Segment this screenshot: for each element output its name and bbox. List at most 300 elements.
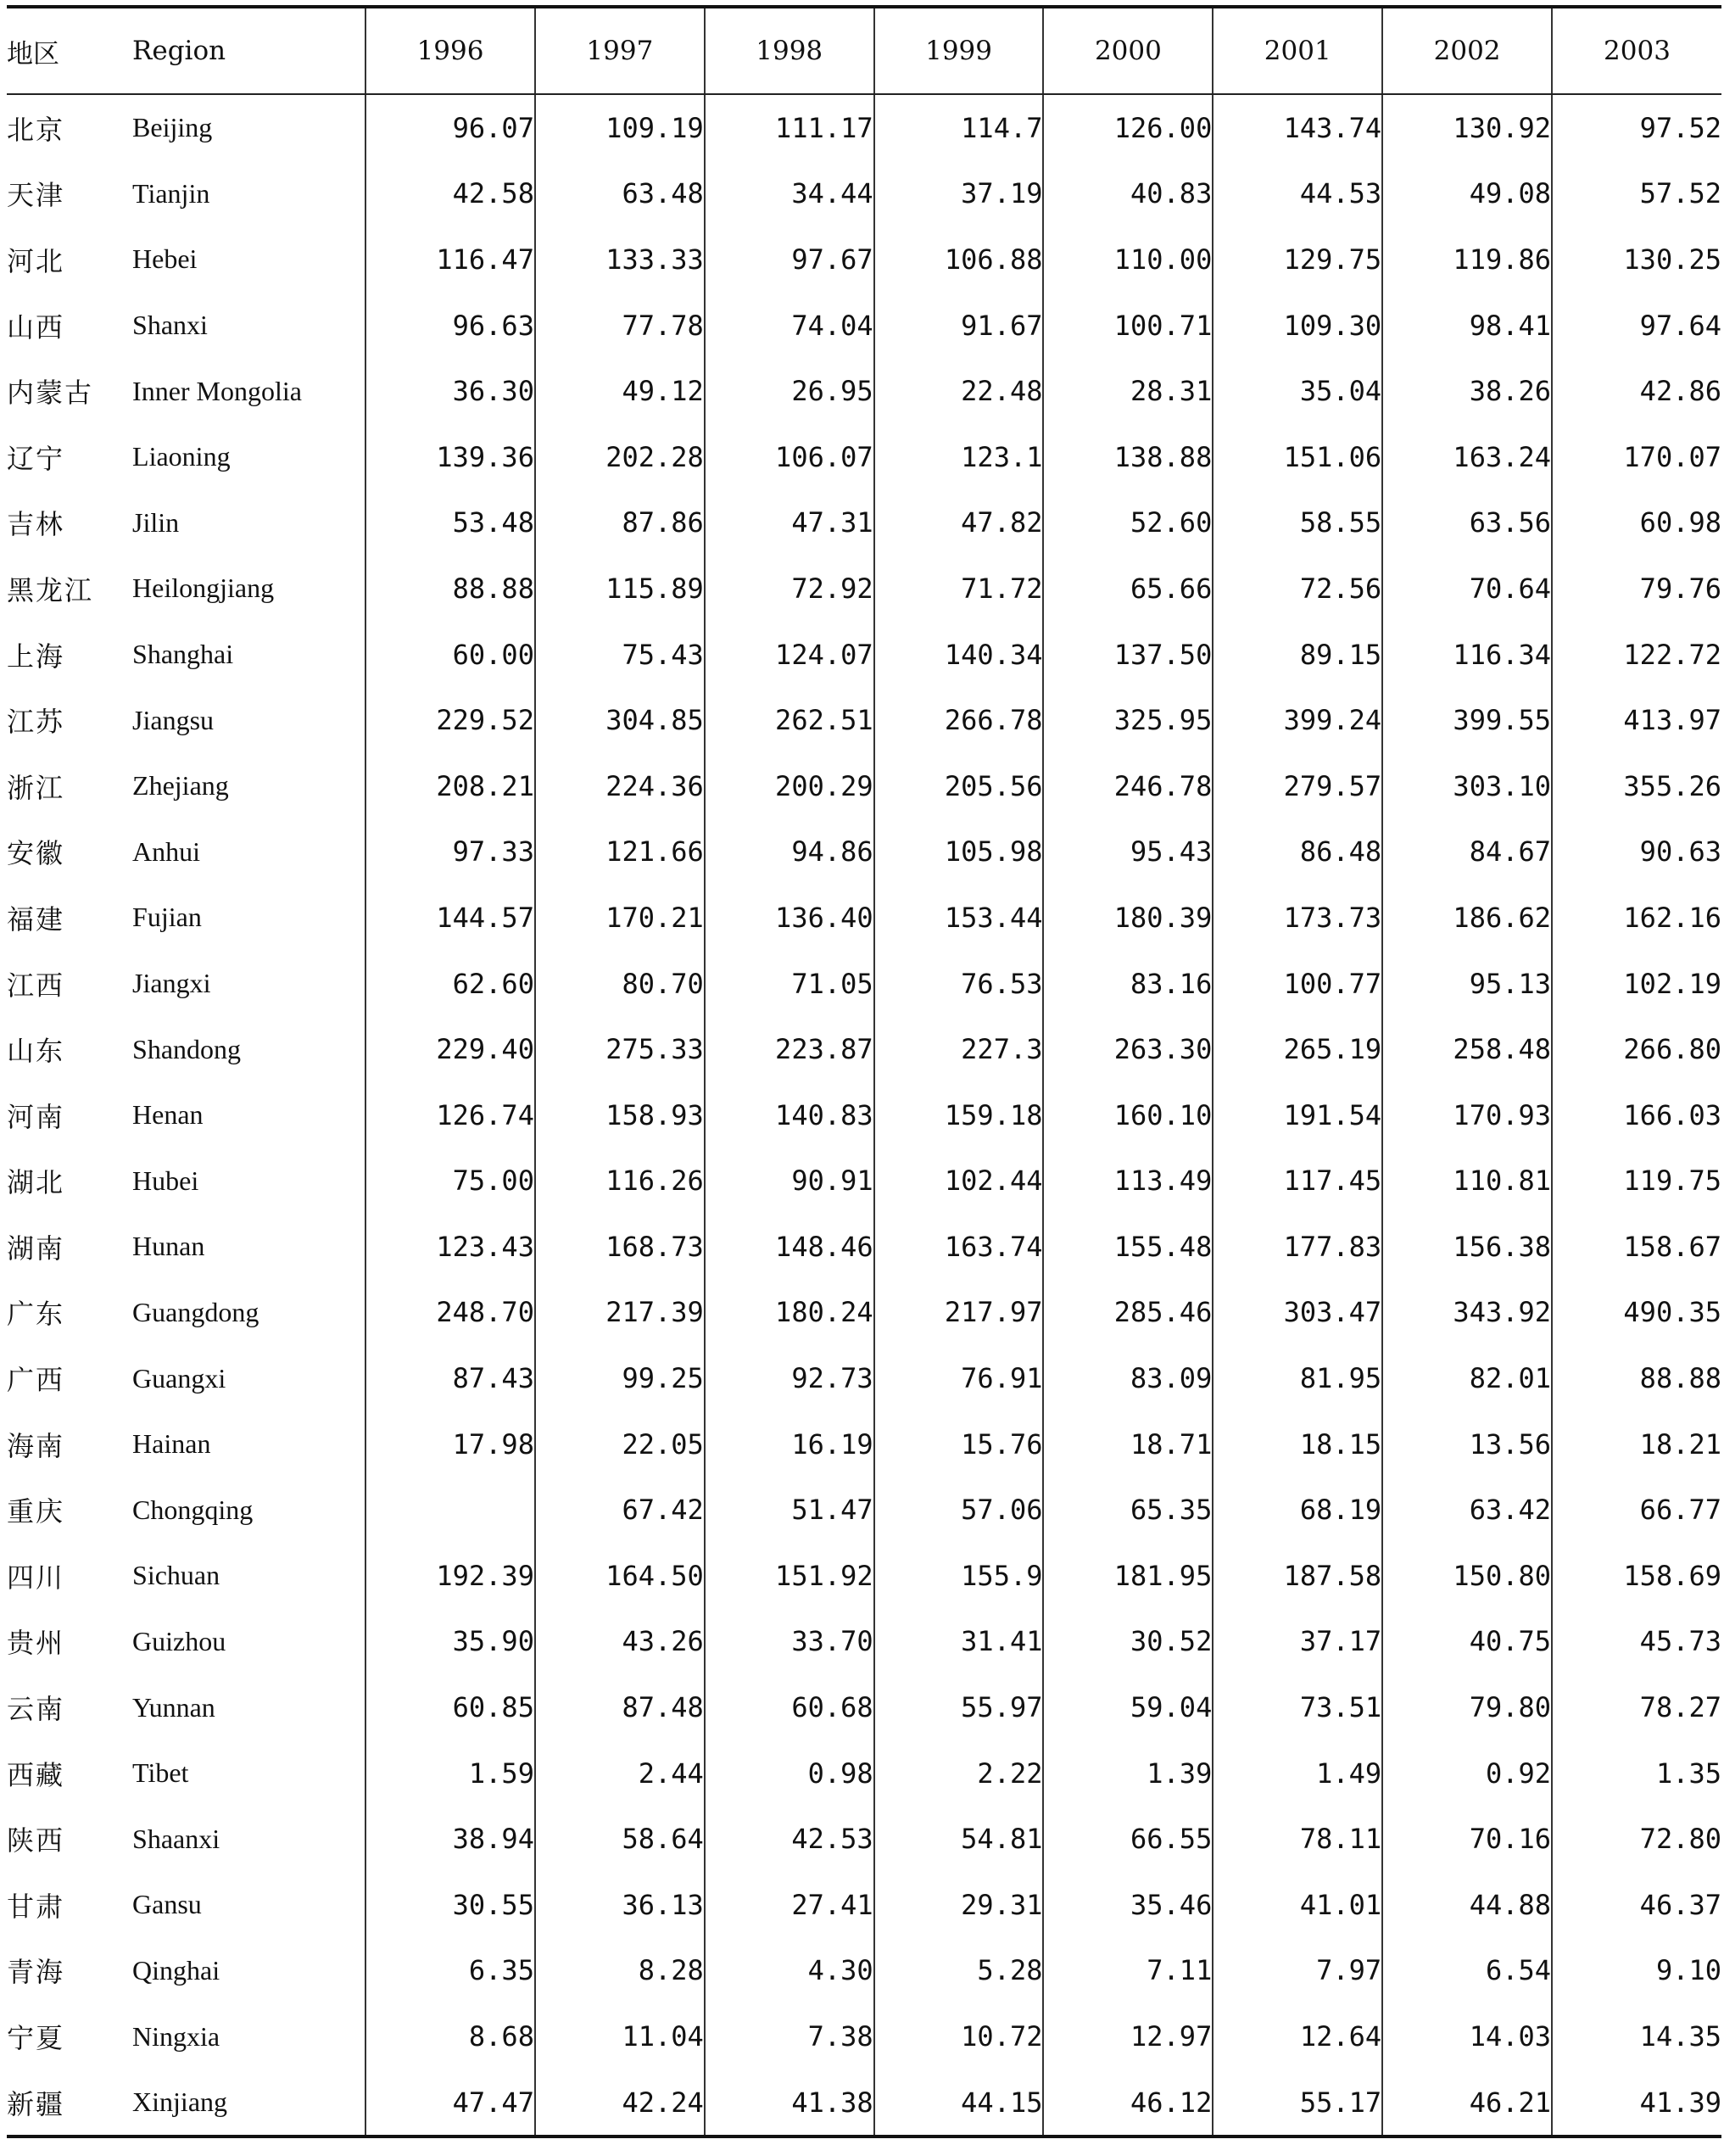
region-name-zh: 吉林 — [7, 508, 65, 541]
region-name-zh: 广东 — [7, 1298, 65, 1331]
value-cell: 158.69 — [1552, 1543, 1721, 1609]
value-cell: 126.74 — [365, 1082, 535, 1148]
value-cell: 163.74 — [874, 1214, 1044, 1280]
value-cell: 155.9 — [874, 1543, 1044, 1609]
regional-statistics-table — [7, 5, 1721, 2138]
value-cell: 55.97 — [874, 1674, 1044, 1740]
value-cell: 117.45 — [1213, 1148, 1382, 1215]
value-cell: 116.47 — [365, 226, 535, 293]
value-cell: 12.97 — [1043, 2003, 1213, 2069]
value-cell: 80.70 — [535, 951, 705, 1017]
value-cell: 42.24 — [535, 2069, 705, 2137]
value-cell: 43.26 — [535, 1609, 705, 1675]
region-name-en: Shaanxi — [132, 1806, 365, 1872]
value-cell: 399.24 — [1213, 687, 1382, 753]
value-cell: 42.58 — [365, 161, 535, 227]
value-cell: 35.90 — [365, 1609, 535, 1675]
value-cell: 46.37 — [1552, 1872, 1721, 1938]
region-name-zh: 福建 — [7, 902, 65, 936]
year-header: 2000 — [1043, 7, 1213, 94]
value-cell: 223.87 — [705, 1016, 874, 1082]
region-name-zh: 河北 — [7, 244, 65, 277]
value-cell: 325.95 — [1043, 687, 1213, 753]
value-cell: 29.31 — [874, 1872, 1044, 1938]
value-cell: 217.97 — [874, 1280, 1044, 1346]
value-cell: 90.63 — [1552, 819, 1721, 885]
table-row — [7, 1411, 1721, 1477]
value-cell: 28.31 — [1043, 358, 1213, 424]
table-row — [7, 226, 1721, 293]
value-cell: 47.31 — [705, 490, 874, 556]
value-cell: 83.09 — [1043, 1345, 1213, 1411]
value-cell: 96.63 — [365, 293, 535, 359]
region-name-en: Hebei — [132, 226, 365, 293]
region-name-zh: 辽宁 — [7, 442, 65, 475]
value-cell: 30.55 — [365, 1872, 535, 1938]
region-en-header: Region — [132, 7, 365, 94]
value-cell: 121.66 — [535, 819, 705, 885]
value-cell: 37.19 — [874, 161, 1044, 227]
value-cell: 170.21 — [535, 885, 705, 951]
value-cell: 181.95 — [1043, 1543, 1213, 1609]
region-name-zh: 山西 — [7, 310, 65, 344]
value-cell: 97.33 — [365, 819, 535, 885]
table-row — [7, 1740, 1721, 1807]
value-cell: 102.44 — [874, 1148, 1044, 1215]
value-cell: 97.67 — [705, 226, 874, 293]
value-cell: 129.75 — [1213, 226, 1382, 293]
table-row — [7, 1674, 1721, 1740]
value-cell: 136.40 — [705, 885, 874, 951]
value-cell: 303.47 — [1213, 1280, 1382, 1346]
value-cell: 78.11 — [1213, 1806, 1382, 1872]
value-cell: 12.64 — [1213, 2003, 1382, 2069]
value-cell: 265.19 — [1213, 1016, 1382, 1082]
value-cell: 40.83 — [1043, 161, 1213, 227]
year-header: 2001 — [1213, 7, 1382, 94]
value-cell: 97.52 — [1552, 94, 1721, 161]
value-cell: 205.56 — [874, 753, 1044, 819]
value-cell: 144.57 — [365, 885, 535, 951]
value-cell: 166.03 — [1552, 1082, 1721, 1148]
value-cell: 81.95 — [1213, 1345, 1382, 1411]
value-cell: 72.92 — [705, 556, 874, 622]
table-row — [7, 1345, 1721, 1411]
value-cell: 84.67 — [1382, 819, 1552, 885]
region-zh-header: 地区 — [7, 7, 132, 94]
region-name-en: Henan — [132, 1082, 365, 1148]
value-cell: 266.80 — [1552, 1016, 1721, 1082]
value-cell: 58.64 — [535, 1806, 705, 1872]
value-cell: 1.49 — [1213, 1740, 1382, 1807]
value-cell: 62.60 — [365, 951, 535, 1017]
region-name-en: Hainan — [132, 1411, 365, 1477]
region-name-zh: 浙江 — [7, 771, 65, 804]
value-cell: 191.54 — [1213, 1082, 1382, 1148]
region-name-zh: 内蒙古 — [7, 377, 94, 410]
value-cell: 202.28 — [535, 424, 705, 490]
table-row — [7, 293, 1721, 359]
value-cell: 7.38 — [705, 2003, 874, 2069]
region-name-en: Tibet — [132, 1740, 365, 1807]
value-cell: 177.83 — [1213, 1214, 1382, 1280]
value-cell: 27.41 — [705, 1872, 874, 1938]
region-name-en: Gansu — [132, 1872, 365, 1938]
value-cell: 1.35 — [1552, 1740, 1721, 1807]
region-name-zh: 贵州 — [7, 1627, 65, 1660]
value-cell: 82.01 — [1382, 1345, 1552, 1411]
value-cell: 275.33 — [535, 1016, 705, 1082]
value-cell: 58.55 — [1213, 490, 1382, 556]
region-name-en: Tianjin — [132, 161, 365, 227]
value-cell: 6.35 — [365, 1938, 535, 2004]
value-cell: 30.52 — [1043, 1609, 1213, 1675]
value-cell: 65.66 — [1043, 556, 1213, 622]
region-name-zh: 陕西 — [7, 1824, 65, 1857]
table-row — [7, 1082, 1721, 1148]
region-name-en: Guangxi — [132, 1345, 365, 1411]
value-cell: 180.24 — [705, 1280, 874, 1346]
value-cell: 111.17 — [705, 94, 874, 161]
value-cell: 227.3 — [874, 1016, 1044, 1082]
value-cell: 13.56 — [1382, 1411, 1552, 1477]
region-name-en: Yunnan — [132, 1674, 365, 1740]
value-cell: 18.21 — [1552, 1411, 1721, 1477]
regional-statistics-table-container — [7, 5, 1721, 2138]
region-name-en: Guangdong — [132, 1280, 365, 1346]
table-row — [7, 951, 1721, 1017]
table-row — [7, 424, 1721, 490]
value-cell: 130.92 — [1382, 94, 1552, 161]
value-cell: 2.22 — [874, 1740, 1044, 1807]
region-name-zh: 山东 — [7, 1035, 65, 1068]
value-cell: 86.48 — [1213, 819, 1382, 885]
value-cell: 38.26 — [1382, 358, 1552, 424]
value-cell: 100.71 — [1043, 293, 1213, 359]
year-header: 1998 — [705, 7, 874, 94]
value-cell: 35.46 — [1043, 1872, 1213, 1938]
value-cell: 343.92 — [1382, 1280, 1552, 1346]
region-name-en: Beijing — [132, 94, 365, 161]
value-cell: 51.47 — [705, 1477, 874, 1543]
year-header: 1999 — [874, 7, 1044, 94]
value-cell: 164.50 — [535, 1543, 705, 1609]
region-name-en: Fujian — [132, 885, 365, 951]
region-name-en: Chongqing — [132, 1477, 365, 1543]
value-cell: 116.34 — [1382, 622, 1552, 688]
value-cell: 53.48 — [365, 490, 535, 556]
value-cell: 94.86 — [705, 819, 874, 885]
value-cell: 66.77 — [1552, 1477, 1721, 1543]
value-cell: 89.15 — [1213, 622, 1382, 688]
value-cell: 42.86 — [1552, 358, 1721, 424]
value-cell: 90.91 — [705, 1148, 874, 1215]
value-cell: 14.35 — [1552, 2003, 1721, 2069]
table-row — [7, 161, 1721, 227]
value-cell: 45.73 — [1552, 1609, 1721, 1675]
value-cell: 17.98 — [365, 1411, 535, 1477]
table-row — [7, 1214, 1721, 1280]
value-cell: 76.91 — [874, 1345, 1044, 1411]
year-header: 2003 — [1552, 7, 1721, 94]
value-cell: 87.48 — [535, 1674, 705, 1740]
value-cell: 41.39 — [1552, 2069, 1721, 2137]
value-cell: 304.85 — [535, 687, 705, 753]
value-cell: 87.86 — [535, 490, 705, 556]
value-cell: 109.19 — [535, 94, 705, 161]
table-row — [7, 819, 1721, 885]
value-cell: 160.10 — [1043, 1082, 1213, 1148]
value-cell: 7.97 — [1213, 1938, 1382, 2004]
value-cell: 263.30 — [1043, 1016, 1213, 1082]
value-cell: 67.42 — [535, 1477, 705, 1543]
value-cell: 26.95 — [705, 358, 874, 424]
value-cell: 70.64 — [1382, 556, 1552, 622]
table-row — [7, 2003, 1721, 2069]
table-row — [7, 1609, 1721, 1675]
value-cell: 16.19 — [705, 1411, 874, 1477]
value-cell: 279.57 — [1213, 753, 1382, 819]
value-cell: 186.62 — [1382, 885, 1552, 951]
value-cell: 148.46 — [705, 1214, 874, 1280]
value-cell: 44.88 — [1382, 1872, 1552, 1938]
value-cell: 150.80 — [1382, 1543, 1552, 1609]
region-name-zh: 江苏 — [7, 706, 65, 739]
value-cell: 8.68 — [365, 2003, 535, 2069]
value-cell: 208.21 — [365, 753, 535, 819]
value-cell: 229.52 — [365, 687, 535, 753]
value-cell: 124.07 — [705, 622, 874, 688]
value-cell: 57.52 — [1552, 161, 1721, 227]
region-name-en: Shandong — [132, 1016, 365, 1082]
value-cell: 99.25 — [535, 1345, 705, 1411]
value-cell: 95.13 — [1382, 951, 1552, 1017]
value-cell: 49.08 — [1382, 161, 1552, 227]
value-cell: 74.04 — [705, 293, 874, 359]
value-cell: 1.39 — [1043, 1740, 1213, 1807]
value-cell: 72.56 — [1213, 556, 1382, 622]
table-row — [7, 1938, 1721, 2004]
value-cell: 123.43 — [365, 1214, 535, 1280]
region-name-zh: 新疆 — [7, 2087, 65, 2120]
region-name-zh: 广西 — [7, 1364, 65, 1397]
value-cell: 54.81 — [874, 1806, 1044, 1872]
value-cell: 40.75 — [1382, 1609, 1552, 1675]
table-body — [7, 94, 1721, 2136]
value-cell: 79.76 — [1552, 556, 1721, 622]
value-cell: 105.98 — [874, 819, 1044, 885]
region-name-zh: 黑龙江 — [7, 573, 94, 606]
value-cell: 63.48 — [535, 161, 705, 227]
value-cell: 130.25 — [1552, 226, 1721, 293]
table-row — [7, 1543, 1721, 1609]
region-name-en: Guizhou — [132, 1609, 365, 1675]
value-cell: 156.38 — [1382, 1214, 1552, 1280]
value-cell: 60.00 — [365, 622, 535, 688]
region-name-en: Qinghai — [132, 1938, 365, 2004]
value-cell: 1.59 — [365, 1740, 535, 1807]
value-cell: 140.34 — [874, 622, 1044, 688]
region-name-zh: 海南 — [7, 1429, 65, 1462]
value-cell: 100.77 — [1213, 951, 1382, 1017]
value-cell: 113.49 — [1043, 1148, 1213, 1215]
region-name-en: Jiangsu — [132, 687, 365, 753]
value-cell: 246.78 — [1043, 753, 1213, 819]
region-name-zh: 宁夏 — [7, 2022, 65, 2055]
value-cell: 22.05 — [535, 1411, 705, 1477]
value-cell: 57.06 — [874, 1477, 1044, 1543]
value-cell: 5.28 — [874, 1938, 1044, 2004]
region-name-zh: 天津 — [7, 179, 65, 212]
value-cell: 41.38 — [705, 2069, 874, 2137]
region-name-en: Shanxi — [132, 293, 365, 359]
value-cell: 37.17 — [1213, 1609, 1382, 1675]
region-name-zh: 北京 — [7, 113, 65, 146]
region-name-zh: 云南 — [7, 1693, 65, 1726]
value-cell: 4.30 — [705, 1938, 874, 2004]
value-cell: 133.33 — [535, 226, 705, 293]
value-cell: 63.42 — [1382, 1477, 1552, 1543]
value-cell: 88.88 — [1552, 1345, 1721, 1411]
value-cell: 180.39 — [1043, 885, 1213, 951]
value-cell: 285.46 — [1043, 1280, 1213, 1346]
value-cell: 6.54 — [1382, 1938, 1552, 2004]
region-name-zh: 四川 — [7, 1561, 65, 1594]
table-row — [7, 1477, 1721, 1543]
value-cell: 399.55 — [1382, 687, 1552, 753]
region-name-zh: 青海 — [7, 1956, 65, 1989]
table-row — [7, 2069, 1721, 2137]
value-cell: 71.72 — [874, 556, 1044, 622]
value-cell: 155.48 — [1043, 1214, 1213, 1280]
value-cell: 119.86 — [1382, 226, 1552, 293]
region-name-en: Xinjiang — [132, 2069, 365, 2137]
value-cell: 153.44 — [874, 885, 1044, 951]
value-cell: 47.82 — [874, 490, 1044, 556]
year-header: 1996 — [365, 7, 535, 94]
value-cell: 96.07 — [365, 94, 535, 161]
value-cell: 35.04 — [1213, 358, 1382, 424]
region-name-en: Zhejiang — [132, 753, 365, 819]
region-name-zh: 河南 — [7, 1100, 65, 1133]
region-name-en: Ningxia — [132, 2003, 365, 2069]
table-row — [7, 1280, 1721, 1346]
table-row — [7, 1872, 1721, 1938]
value-cell: 159.18 — [874, 1082, 1044, 1148]
value-cell: 106.88 — [874, 226, 1044, 293]
value-cell: 140.83 — [705, 1082, 874, 1148]
value-cell: 83.16 — [1043, 951, 1213, 1017]
value-cell: 14.03 — [1382, 2003, 1552, 2069]
value-cell — [365, 1477, 535, 1543]
value-cell: 0.92 — [1382, 1740, 1552, 1807]
value-cell: 60.98 — [1552, 490, 1721, 556]
value-cell: 76.53 — [874, 951, 1044, 1017]
region-name-zh: 江西 — [7, 969, 65, 1002]
value-cell: 47.47 — [365, 2069, 535, 2137]
value-cell: 139.36 — [365, 424, 535, 490]
region-name-en: Anhui — [132, 819, 365, 885]
value-cell: 33.70 — [705, 1609, 874, 1675]
value-cell: 192.39 — [365, 1543, 535, 1609]
value-cell: 266.78 — [874, 687, 1044, 753]
value-cell: 11.04 — [535, 2003, 705, 2069]
value-cell: 91.67 — [874, 293, 1044, 359]
region-name-en: Heilongjiang — [132, 556, 365, 622]
value-cell: 70.16 — [1382, 1806, 1552, 1872]
region-name-zh: 重庆 — [7, 1495, 65, 1528]
region-name-en: Liaoning — [132, 424, 365, 490]
value-cell: 173.73 — [1213, 885, 1382, 951]
value-cell: 224.36 — [535, 753, 705, 819]
value-cell: 98.41 — [1382, 293, 1552, 359]
value-cell: 77.78 — [535, 293, 705, 359]
value-cell: 102.19 — [1552, 951, 1721, 1017]
region-name-en: Sichuan — [132, 1543, 365, 1609]
value-cell: 248.70 — [365, 1280, 535, 1346]
value-cell: 18.15 — [1213, 1411, 1382, 1477]
table-row — [7, 490, 1721, 556]
year-header: 2002 — [1382, 7, 1552, 94]
value-cell: 158.67 — [1552, 1214, 1721, 1280]
value-cell: 34.44 — [705, 161, 874, 227]
region-name-en: Inner Mongolia — [132, 358, 365, 424]
table-row — [7, 1148, 1721, 1215]
value-cell: 92.73 — [705, 1345, 874, 1411]
value-cell: 63.56 — [1382, 490, 1552, 556]
value-cell: 162.16 — [1552, 885, 1721, 951]
value-cell: 123.1 — [874, 424, 1044, 490]
value-cell: 22.48 — [874, 358, 1044, 424]
table-row — [7, 358, 1721, 424]
value-cell: 9.10 — [1552, 1938, 1721, 2004]
value-cell: 2.44 — [535, 1740, 705, 1807]
value-cell: 38.94 — [365, 1806, 535, 1872]
value-cell: 75.43 — [535, 622, 705, 688]
value-cell: 71.05 — [705, 951, 874, 1017]
value-cell: 59.04 — [1043, 1674, 1213, 1740]
value-cell: 355.26 — [1552, 753, 1721, 819]
table-row — [7, 622, 1721, 688]
table-header-row — [7, 7, 1721, 94]
value-cell: 262.51 — [705, 687, 874, 753]
value-cell: 168.73 — [535, 1214, 705, 1280]
value-cell: 79.80 — [1382, 1674, 1552, 1740]
value-cell: 46.12 — [1043, 2069, 1213, 2137]
value-cell: 87.43 — [365, 1345, 535, 1411]
value-cell: 158.93 — [535, 1082, 705, 1148]
value-cell: 0.98 — [705, 1740, 874, 1807]
value-cell: 151.92 — [705, 1543, 874, 1609]
value-cell: 44.53 — [1213, 161, 1382, 227]
value-cell: 170.07 — [1552, 424, 1721, 490]
value-cell: 97.64 — [1552, 293, 1721, 359]
value-cell: 52.60 — [1043, 490, 1213, 556]
value-cell: 116.26 — [535, 1148, 705, 1215]
value-cell: 217.39 — [535, 1280, 705, 1346]
value-cell: 41.01 — [1213, 1872, 1382, 1938]
value-cell: 8.28 — [535, 1938, 705, 2004]
region-name-zh: 西藏 — [7, 1758, 65, 1791]
value-cell: 126.00 — [1043, 94, 1213, 161]
value-cell: 36.30 — [365, 358, 535, 424]
value-cell: 110.00 — [1043, 226, 1213, 293]
table-row — [7, 94, 1721, 161]
value-cell: 229.40 — [365, 1016, 535, 1082]
value-cell: 137.50 — [1043, 622, 1213, 688]
region-name-en: Jiangxi — [132, 951, 365, 1017]
value-cell: 95.43 — [1043, 819, 1213, 885]
